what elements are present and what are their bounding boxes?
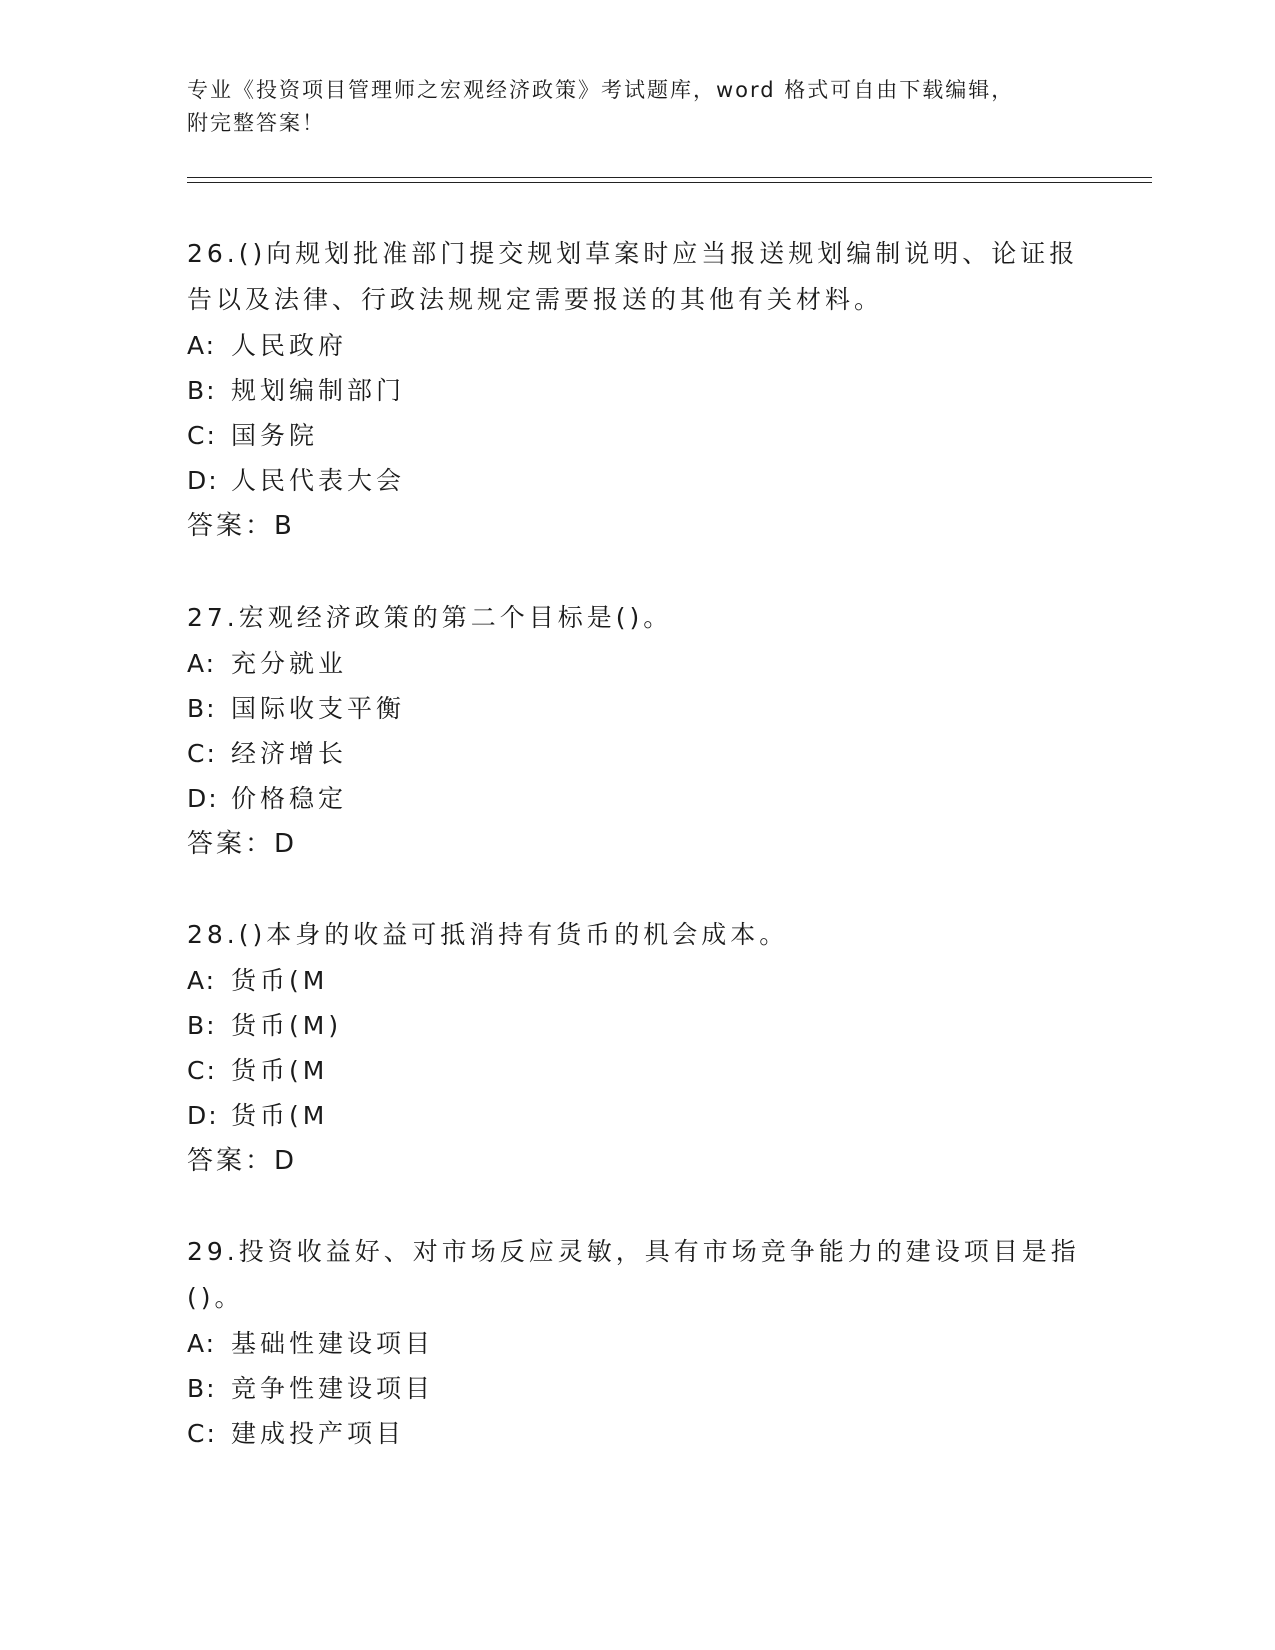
- option-d: [187, 458, 1087, 503]
- option-label: B:: [187, 694, 217, 723]
- answer-line: [187, 1138, 1087, 1184]
- question-27: [187, 595, 1087, 867]
- header-line-2: 附完整答案！: [187, 111, 325, 135]
- question-stem-line: 28.()本身的收益可抵消持有货币的机会成本。: [187, 920, 789, 949]
- option-c: [187, 1411, 1087, 1456]
- option-text: 建成投产项目: [231, 1419, 406, 1448]
- question-26: [187, 231, 1087, 549]
- option-label: C:: [187, 739, 217, 768]
- option-b: [187, 1003, 1087, 1048]
- option-c: [187, 1048, 1087, 1093]
- option-text: 价格稳定: [231, 784, 348, 813]
- header-divider-top: [187, 177, 1152, 178]
- header-divider-bottom: [187, 182, 1152, 183]
- option-c: [187, 413, 1087, 458]
- option-label: C:: [187, 1419, 217, 1448]
- option-text: 人民政府: [231, 331, 348, 360]
- option-label: B:: [187, 1011, 217, 1040]
- option-label: B:: [187, 376, 217, 405]
- answer-label: 答案：: [187, 511, 275, 541]
- option-text: 货币(M: [231, 1056, 329, 1085]
- option-label: D:: [187, 466, 219, 495]
- answer-value: D: [274, 829, 297, 859]
- option-text: 国际收支平衡: [231, 694, 406, 723]
- option-label: D:: [187, 1101, 219, 1130]
- answer-label: 答案：: [187, 1146, 275, 1176]
- option-a: [187, 641, 1087, 686]
- option-text: 规划编制部门: [231, 376, 406, 405]
- answer-line: [187, 821, 1087, 867]
- header-line-1: 专业《投资项目管理师之宏观经济政策》考试题库，word 格式可自由下载编辑，: [187, 78, 1015, 102]
- option-text: 货币(M: [231, 966, 329, 995]
- option-d: [187, 776, 1087, 821]
- document-header: [187, 74, 1087, 140]
- option-text: 充分就业: [231, 649, 348, 678]
- question-29: [187, 1229, 1087, 1456]
- option-label: A:: [187, 331, 217, 360]
- option-text: 人民代表大会: [231, 466, 406, 495]
- option-text: 竞争性建设项目: [231, 1374, 435, 1403]
- question-stem-line: ()。: [187, 1283, 244, 1312]
- option-label: A:: [187, 649, 217, 678]
- option-a: [187, 1321, 1087, 1366]
- option-label: C:: [187, 421, 217, 450]
- option-text: 货币(M): [231, 1011, 343, 1040]
- option-b: [187, 368, 1087, 413]
- answer-label: 答案：: [187, 829, 275, 859]
- option-label: B:: [187, 1374, 217, 1403]
- option-text: 国务院: [231, 421, 319, 450]
- question-28: [187, 912, 1087, 1184]
- option-label: C:: [187, 1056, 217, 1085]
- option-text: 基础性建设项目: [231, 1329, 435, 1358]
- option-label: A:: [187, 1329, 217, 1358]
- option-text: 货币(M: [231, 1101, 329, 1130]
- option-d: [187, 1093, 1087, 1138]
- answer-value: B: [274, 511, 294, 541]
- option-a: [187, 323, 1087, 368]
- option-text: 经济增长: [231, 739, 348, 768]
- option-label: D:: [187, 784, 219, 813]
- option-label: A:: [187, 966, 217, 995]
- option-b: [187, 686, 1087, 731]
- question-stem-line: 29.投资收益好、对市场反应灵敏，具有市场竞争能力的建设项目是指: [187, 1237, 1080, 1266]
- question-stem-line: 26.()向规划批准部门提交规划草案时应当报送规划编制说明、论证报: [187, 239, 1079, 268]
- option-a: [187, 958, 1087, 1003]
- option-b: [187, 1366, 1087, 1411]
- answer-line: [187, 503, 1087, 549]
- option-c: [187, 731, 1087, 776]
- question-stem-line: 27.宏观经济政策的第二个目标是()。: [187, 603, 673, 632]
- question-stem-line: 告以及法律、行政法规规定需要报送的其他有关材料。: [187, 285, 884, 314]
- answer-value: D: [274, 1146, 297, 1176]
